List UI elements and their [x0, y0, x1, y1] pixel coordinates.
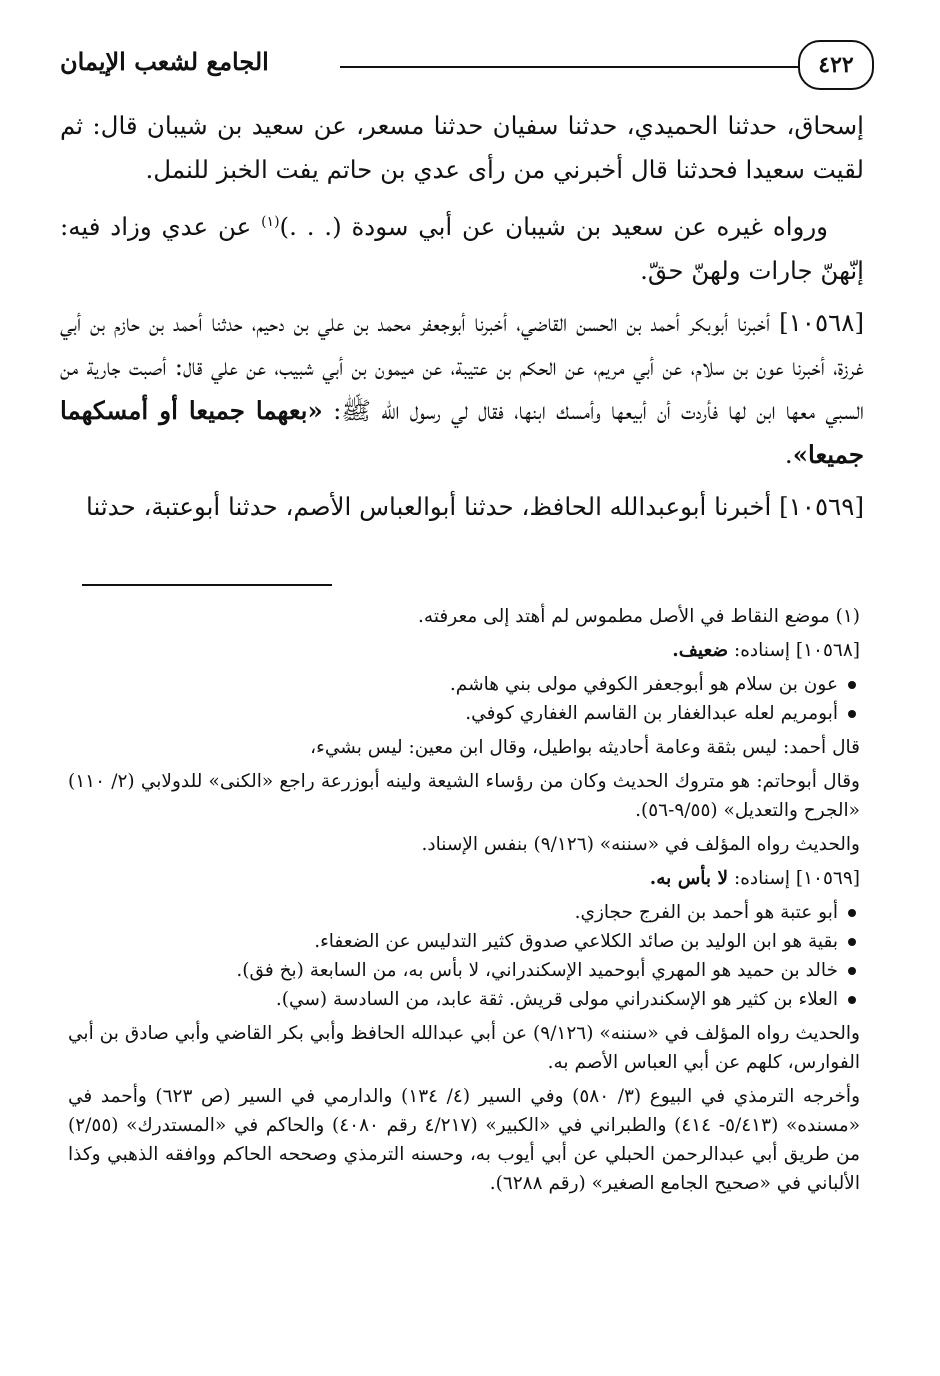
list-item: خالد بن حميد هو المهري أبوحميد الإسكندراني، لا بأس به، من السابعة (بخ فق). — [68, 956, 860, 985]
note-ahmad: قال أحمد: ليس بثقة وعامة أحاديثه بواطيل، وقال ابن معين: ليس بشيء، — [310, 737, 860, 758]
isnad-grade: لا بأس به. — [649, 868, 729, 889]
hadith-10568-end: . — [784, 440, 793, 470]
paragraph-1: إسحاق، حدثنا الحميدي، حدثنا سفيان حدثنا مسعر، عن سعيد بن شيبان قال: ثم لقيت سعيدا فحدثنا قال أخبرني من رأى عدي بن حاتم يفت الخبز للنمل. — [60, 111, 864, 184]
narrator-list-2 — [68, 898, 860, 1014]
list-item: عون بن سلام هو أبوجعفر الكوفي مولى بني هاشم. — [68, 670, 860, 699]
isnad-ref: [١٠٥٦٨] إسناده: — [733, 640, 860, 661]
footnotes — [68, 602, 860, 1203]
hadith-10568-text: [١٠٥٦٨] أخبرنا أبوبكر أحمد بن الحسن القاضي، أخبرنا أبوجعفر محمد بن علي بن دحيم، حدثنا أحمد بن حازم بن أبي غرزة، أخبرنا عون بن سلام، عن أبي مريم، عن الحكم بن عتيبة، عن ميمون بن أبي شبيب، عن علي قال: أصبت جارية من السبي معها ابن لها فأردت أن أبيعها وأمسك ابنها، فقال لي رسول الله ﷺ: — [60, 308, 864, 426]
running-title: الجامع لشعب الإيمان — [60, 47, 269, 76]
footnote-1: (١) موضع النقاط في الأصل مطموس لم أهتد إلى معرفته. — [418, 606, 860, 627]
page-header — [60, 30, 874, 96]
isnad-ref: [١٠٥٦٩] إسناده: — [733, 868, 860, 889]
list-item: أبومريم لعله عبدالغفار بن القاسم الغفاري كوفي. — [68, 699, 860, 728]
note-takhrij: وأخرجه الترمذي في البيوع (٣/ ٥٨٠) وفي السير (٤/ ١٣٤) والدارمي في السير (ص ٦٢٣) وأحمد في «مسنده» (٥/٤١٣- ٤١٤) والطبراني في «الكبير» (٤/٢١٧ رقم ٤٠٨٠) والحاكم في «المستدرك» (٢/٥٥) من طريق أبي عبدالرحمن الحبلي عن أبي أيوب به، وحسنه الترمذي وصححه الحاكم ووافقه الذهبي وكذا الألباني في «صحيح الجامع الصغير» (رقم ٦٢٨٨). — [68, 1086, 861, 1194]
note-hadith-source-1: والحديث رواه المؤلف في «سننه» (٩/١٢٦) بنفس الإسناد. — [421, 834, 860, 855]
isnad-grade: ضعيف. — [672, 640, 729, 661]
narrator-list-1 — [68, 670, 860, 728]
list-item: بقية هو ابن الوليد بن صائد الكلاعي صدوق كثير التدليس عن الضعفاء. — [68, 927, 860, 956]
note-hadith-source-2: والحديث رواه المؤلف في «سننه» (٩/١٢٦) عن أبي عبدالله الحافظ وأبي بكر القاضي وأبي صادق بن أبي الفوارس، كلهم عن أبي العباس الأصم به. — [68, 1023, 860, 1073]
hadith-10568 — [60, 301, 864, 477]
list-item: العلاء بن كثير هو الإسكندراني مولى قريش. ثقة عابد، من السادسة (سي). — [68, 985, 860, 1014]
paragraph-2-text-a: ورواه غيره عن سعيد بن شيبان عن أبي سودة (. . .) — [279, 212, 829, 242]
hadith-10568-quote: «بعهما جميعا أو أمسكهما جميعا» — [60, 396, 864, 470]
paragraph-2-text-b: عن عدي وزاد فيه: إنّهنّ جارات ولهنّ حقّ. — [60, 212, 864, 286]
main-text — [60, 104, 864, 537]
page-number: ٤٢٢ — [798, 40, 874, 90]
header-rule — [340, 66, 800, 68]
isnad-heading-10569 — [68, 864, 860, 893]
hadith-10569: [١٠٥٦٩] أخبرنا أبوعبدالله الحافظ، حدثنا أبوالعباس الأصم، حدثنا أبوعتبة، حدثنا — [86, 492, 864, 522]
footnote-separator — [82, 584, 332, 586]
paragraph-2 — [60, 200, 864, 293]
list-item: أبو عتبة هو أحمد بن الفرج حجازي. — [68, 898, 860, 927]
isnad-heading-10568 — [68, 636, 860, 665]
note-abuhatim: وقال أبوحاتم: هو متروك الحديث وكان من رؤساء الشيعة ولينه أبوزرعة راجع «الكنى» للدولابي (٢/ ١١٠) «الجرح والتعديل» (٩/٥٥-٥٦). — [68, 771, 860, 821]
footnote-ref-1: (١) — [261, 214, 280, 230]
